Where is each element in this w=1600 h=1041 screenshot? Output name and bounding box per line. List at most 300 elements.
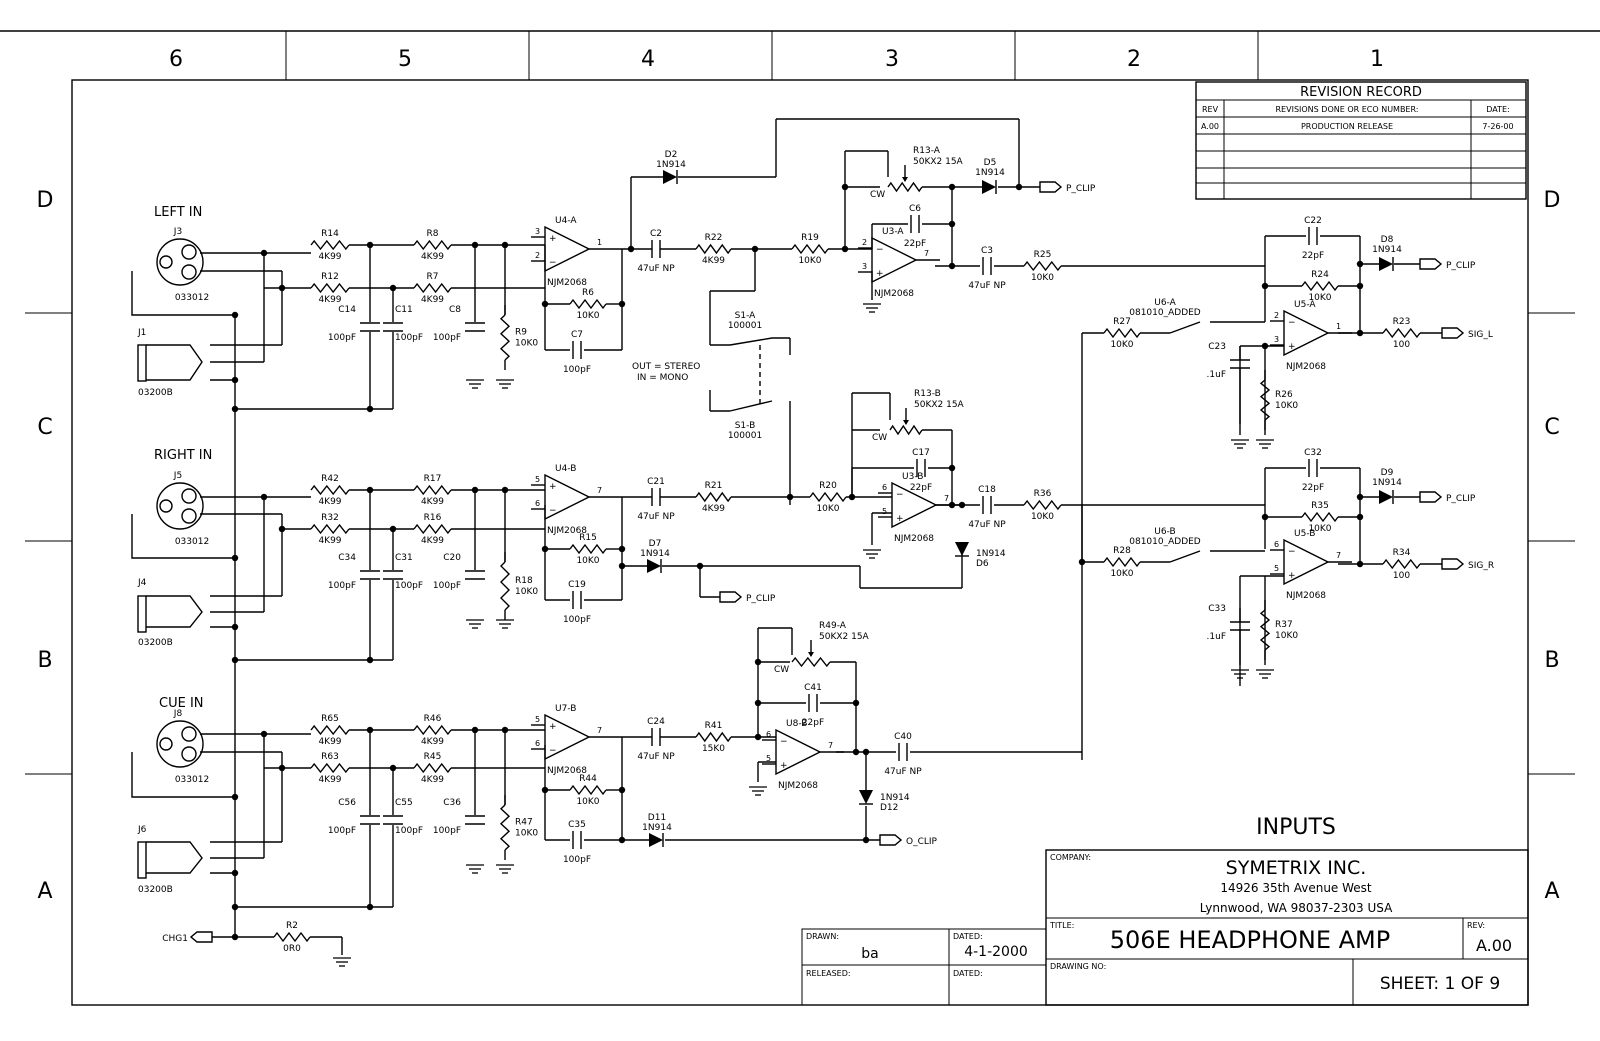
resistor-r24 [1302,270,1338,303]
zone-column-2: 2 [1127,47,1141,72]
resistor-r17 [414,474,451,507]
opamp-u5b-ref: U5-B [1294,529,1316,539]
diode-d2 [656,150,686,184]
zone-column-5: 5 [398,47,412,72]
diode-d8 [1372,235,1402,271]
resistor-r14 [311,229,349,262]
resistor-r19-ref: R19 [801,233,819,243]
company-address-city: Lynnwood, WA 98037-2303 USA [1199,901,1393,915]
resistor-r32 [311,513,349,546]
resistor-r25 [1024,250,1061,283]
opamp-u5b-part: NJM2068 [1285,591,1327,601]
resistor-r2-ref: R2 [286,921,298,931]
capacitor-c31-ref: C31 [395,553,413,563]
opamp-u5a [1270,300,1352,372]
rev-value: A.00 [1475,936,1513,955]
resistor-r36-value: 10K0 [1030,512,1055,522]
resistor-r18-value: 10K0 [515,587,539,597]
jack-j4 [137,578,173,648]
opamp-u3a-part: NJM2068 [873,289,915,299]
resistor-r46 [414,714,451,747]
capacitor-c22 [1302,216,1324,261]
pot-r13-a [870,146,964,200]
capacitor-c22-ref: C22 [1304,216,1322,226]
resistor-r37-ref: R37 [1275,620,1293,630]
opamp-u7b [531,704,613,776]
resistor-r2-value: 0R0 [283,944,301,954]
diode-d11 [642,813,672,847]
capacitor-c31-value: 100pF [395,581,424,591]
resistor-r14-value: 4K99 [318,252,342,262]
resistor-r27 [1104,317,1140,350]
switch-u6b-ref: U6-B [1154,527,1176,537]
net-flag-p-clip-2-label: P_CLIP [1446,261,1476,271]
diode-d5-ref: D5 [983,158,997,168]
svg-text:5: 5 [1274,564,1280,573]
svg-text:+: + [549,722,557,732]
capacitor-c17-value: 22pF [909,483,933,493]
diode-d8-value: 1N914 [1372,245,1402,255]
revision-row-rev: A.00 [1200,122,1220,131]
resistor-r22-value: 4K99 [701,256,726,266]
resistor-r19-value: 10K0 [798,256,822,266]
released-dated-label: DATED: [953,969,983,978]
company-address-street: 14926 35th Avenue West [1220,881,1372,895]
resistor-r8-ref: R8 [426,229,439,239]
svg-text:−: − [780,737,788,747]
diode-d5-value: 1N914 [975,168,1005,178]
opamp-u8b-ref: U8-B [786,719,808,729]
connector-j5-part: 033012 [174,537,210,547]
svg-text:2: 2 [1274,311,1280,320]
resistor-r8 [414,229,451,262]
resistor-r46-ref: R46 [423,714,442,724]
resistor-r65 [311,714,349,747]
svg-text:+: + [1288,342,1296,352]
capacitor-c18-ref: C18 [978,485,996,495]
net-flag-p-clip-1 [1040,182,1096,194]
capacitor-c41-value: 22pF [801,718,825,728]
resistor-r9-value: 10K0 [515,338,539,349]
capacitor-c7-value: 100pF [562,365,592,375]
capacitor-c6-ref: C6 [908,204,922,214]
resistor-r44 [570,774,606,807]
connector-j3-ref: J3 [173,227,183,237]
zone-row-b-left: B [37,648,53,673]
diode-d6-ref: D6 [976,559,989,569]
opamp-u4a-part: NJM2068 [546,278,588,288]
resistor-r34 [1383,548,1420,581]
zone-row-d-left: D [36,188,54,213]
capacitor-c14-ref: C14 [338,305,356,315]
capacitor-c24-ref: C24 [647,717,665,727]
resistor-r41 [696,721,731,754]
capacitor-c40 [884,732,922,777]
capacitor-c35-value: 100pF [562,855,592,865]
capacitor-c11-ref: C11 [395,305,413,315]
capacitor-c2-ref: C2 [649,229,663,239]
opamp-u3b-ref: U3-B [902,472,924,482]
svg-text:3: 3 [1274,335,1280,344]
diode-d11-ref: D11 [647,813,667,823]
resistor-r6-ref: R6 [582,288,594,298]
net-flag-o-clip-label: O_CLIP [906,837,937,847]
resistor-r27-value: 10K0 [1110,340,1134,350]
jack-j1 [137,328,173,398]
switch-u6a-part: 081010_ADDED [1129,308,1201,318]
resistor-r63 [311,752,349,785]
diode-d12-ref: D12 [880,803,899,813]
opamp-u3a [858,227,940,299]
capacitor-c34-value: 100pF [327,581,356,591]
diode-d11-value: 1N914 [642,823,672,833]
svg-text:7: 7 [924,249,930,258]
resistor-r23-ref: R23 [1392,317,1411,327]
resistor-r37-value: 10K0 [1275,631,1299,641]
resistor-r21 [696,481,731,514]
capacitor-c33-ref: C33 [1208,604,1226,614]
svg-text:2: 2 [862,238,868,247]
resistor-r14-ref: R14 [321,229,339,239]
resistor-r6 [570,288,606,321]
opamp-u8b-part: NJM2068 [777,781,819,791]
capacitor-c56 [328,798,380,836]
pot-r13-b-cw-label: CW [872,433,888,443]
svg-text:6: 6 [766,730,772,739]
resistor-r17-ref: R17 [423,474,442,484]
switch-u6a-ref: U6-A [1154,298,1176,308]
svg-text:7: 7 [828,741,834,750]
switch-s1a [728,311,762,331]
pot-r13-a-ref: R13-A [913,146,940,156]
capacitor-c41-ref: C41 [804,683,822,693]
cue-in-title: CUE IN [159,696,204,711]
diode-d2-value: 1N914 [656,160,686,170]
capacitor-c6-value: 22pF [903,239,927,249]
left-in-title: LEFT IN [154,205,203,220]
capacitor-c36 [433,798,485,836]
zone-column-4: 4 [641,47,655,72]
svg-text:+: + [1288,571,1296,581]
drawing-number-label: DRAWING NO: [1050,962,1107,971]
svg-text:+: + [549,234,557,244]
switch-s1a-part: 100001 [727,321,763,331]
switch-s1b [728,421,762,441]
svg-text:6: 6 [535,499,541,508]
pot-r49-a-value: 50KX2 15A [819,632,869,642]
opamp-u4b-ref: U4-B [555,464,577,474]
connector-j8-ref: J8 [173,709,183,719]
company-name: SYMETRIX INC. [1225,857,1367,879]
resistor-r19 [792,233,828,266]
svg-text:6: 6 [1274,540,1280,549]
net-flag-p-clip-4-label: P_CLIP [1446,494,1476,504]
zone-row-d-right: D [1543,188,1561,213]
opamp-u7b-ref: U7-B [555,704,577,714]
capacitor-c22-value: 22pF [1301,251,1325,261]
svg-text:+: + [896,514,904,524]
capacitor-c34 [328,553,380,591]
pot-r13-b-ref: R13-B [914,389,941,399]
resistor-r23-value: 100 [1392,340,1411,350]
resistor-r36-ref: R36 [1033,489,1052,499]
sheet-title: INPUTS [1256,815,1336,840]
capacitor-c36-ref: C36 [443,798,461,808]
svg-text:3: 3 [862,262,868,271]
resistor-r16-value: 4K99 [420,536,445,546]
jack-j4-part: 03200B [138,638,173,648]
net-flag-sig-l-label: SIG_L [1468,330,1493,340]
pot-r49-a-cw-label: CW [774,665,790,675]
net-flag-p-clip-3 [720,592,776,604]
capacitor-c20-value: 100pF [432,581,461,591]
capacitor-c2-value: 47uF NP [637,264,675,274]
capacitor-c11 [383,305,423,343]
resistor-r44-value: 10K0 [576,797,600,807]
net-flag-p-clip-1-label: P_CLIP [1066,184,1096,194]
capacitor-c34-ref: C34 [338,553,356,563]
resistor-r25-ref: R25 [1033,250,1052,260]
released-label: RELEASED: [806,969,851,978]
sheet-number: SHEET: 1 OF 9 [1379,974,1501,994]
resistor-r47 [501,795,538,860]
switch-note-line-1: OUT = STEREO [632,362,701,372]
capacitor-c3-ref: C3 [980,246,994,256]
ground-symbols [333,304,1274,966]
pot-r13-a-value: 50KX2 15A [913,157,963,167]
capacitor-c32 [1302,448,1324,493]
capacitor-c20 [433,553,485,591]
capacitor-c8-ref: C8 [448,305,461,315]
svg-text:−: − [1288,547,1296,557]
resistor-r26-ref: R26 [1275,390,1293,400]
resistor-r8-value: 4K99 [420,252,445,262]
dated-label: DATED: [953,932,983,941]
opamp-u4a [531,216,613,288]
resistor-r28 [1104,546,1140,579]
zone-column-6: 6 [169,47,183,72]
resistor-r42-ref: R42 [321,474,339,484]
capacitor-c23 [1207,342,1250,424]
zone-row-a-left: A [37,879,53,904]
row-zone-labels [37,188,1561,904]
diode-d7 [640,539,670,573]
capacitor-c55 [383,798,423,836]
resistor-r45 [414,752,451,785]
revision-record-title: REVISION RECORD [1300,85,1422,100]
net-flag-sig-r [1442,559,1494,571]
capacitor-c23-ref: C23 [1208,342,1226,352]
drawn-label: DRAWN: [806,932,840,941]
resistor-r9 [501,305,538,370]
title-label: TITLE: [1050,921,1075,930]
capacitor-c17-ref: C17 [912,448,930,458]
switch-s1b-part: 100001 [727,431,763,441]
jack-j4-ref: J4 [138,578,147,588]
resistor-r42-value: 4K99 [318,497,342,507]
svg-text:−: − [549,506,557,516]
company-label: COMPANY: [1050,853,1092,862]
svg-text:3: 3 [535,227,541,236]
pot-r49-a-ref: R49-A [819,621,846,631]
capacitor-c32-ref: C32 [1304,448,1322,458]
pot-r13-b [872,389,965,443]
capacitor-c21-value: 47uF NP [637,512,675,522]
resistor-r26-value: 10K0 [1275,401,1299,411]
resistor-r16 [414,513,451,546]
resistor-r16-ref: R16 [423,513,442,523]
svg-text:1: 1 [597,238,603,247]
resistor-r32-value: 4K99 [318,536,342,546]
capacitor-c6 [904,204,926,249]
svg-text:+: + [780,761,788,771]
svg-text:−: − [896,490,904,500]
capacitor-c36-value: 100pF [432,826,461,836]
connector-j3-part: 033012 [174,293,210,303]
resistor-r26 [1261,370,1298,430]
resistor-r18 [501,552,538,620]
resistor-r45-ref: R45 [423,752,442,762]
diode-d7-value: 1N914 [640,549,670,559]
net-flag-o-clip [880,835,938,847]
svg-text:2: 2 [535,251,541,260]
opamp-u3a-ref: U3-A [882,227,904,237]
resistor-r42 [311,474,349,507]
capacitor-c56-value: 100pF [327,826,356,836]
capacitor-c32-value: 22pF [1301,483,1325,493]
zone-row-c-right: C [1544,415,1560,440]
jack-j6-part: 03200B [138,885,173,895]
capacitor-c55-value: 100pF [395,826,424,836]
resistor-r12-ref: R12 [321,272,339,282]
resistor-r20-ref: R20 [819,481,837,491]
capacitor-c7-ref: C7 [570,330,584,340]
opamp-u5b [1270,529,1352,601]
rev-column-header: REV [1201,105,1219,114]
switch-u6b [1129,527,1201,547]
resistor-r27-ref: R27 [1113,317,1131,327]
diode-d7-ref: D7 [648,539,662,549]
diode-d8-ref: D8 [1380,235,1394,245]
opamp-u5a-ref: U5-A [1294,300,1316,310]
resistor-r41-ref: R41 [704,721,723,731]
diode-d2-ref: D2 [664,150,678,160]
svg-text:5: 5 [535,715,541,724]
capacitor-c24 [637,717,675,762]
net-flag-chg1 [162,932,212,944]
capacitor-c20-ref: C20 [443,553,461,563]
resistor-r20 [810,481,846,514]
capacitor-c8 [433,305,485,343]
column-zone-labels [169,47,1384,72]
svg-text:7: 7 [597,726,603,735]
jack-j1-ref: J1 [138,328,147,338]
resistor-r35-ref: R35 [1311,501,1329,511]
svg-text:−: − [549,746,557,756]
drawing-title: 506E HEADPHONE AMP [1109,926,1391,954]
resistor-r35-value: 10K0 [1308,524,1332,534]
resistor-r34-ref: R34 [1392,548,1411,558]
svg-text:5: 5 [882,507,888,516]
opamp-u4b [531,464,613,536]
resistor-r65-ref: R65 [321,714,339,724]
svg-text:6: 6 [882,483,888,492]
resistor-r20-value: 10K0 [816,504,840,514]
svg-text:+: + [876,269,884,279]
svg-text:5: 5 [535,475,541,484]
resistor-r9-ref: R9 [515,327,527,338]
capacitor-c31 [383,553,423,591]
capacitor-c19-value: 100pF [562,615,592,625]
diode-d5 [975,158,1005,194]
resistor-r12-value: 4K99 [318,295,342,305]
net-flag-sig-r-label: SIG_R [1468,561,1495,571]
connector-j5-ref: J5 [173,471,183,481]
svg-text:7: 7 [1336,551,1342,560]
capacitor-c23-value: .1uF [1206,370,1226,380]
pot-r13-b-value: 50KX2 15A [914,400,964,410]
opamp-u7b-part: NJM2068 [546,766,588,776]
switch-symbols [727,321,1200,562]
resistor-r12 [311,272,349,305]
capacitor-c33-value: .1uF [1206,632,1226,642]
resistor-r25-value: 10K0 [1030,273,1055,283]
resistor-r21-ref: R21 [704,481,723,491]
resistor-r47-value: 10K0 [515,828,539,839]
resistor-r15-value: 10K0 [576,556,600,566]
capacitor-c17 [910,448,932,493]
zone-column-3: 3 [885,47,899,72]
opamp-u3b-part: NJM2068 [893,534,935,544]
resistor-r15-ref: R15 [579,533,597,543]
capacitor-c55-ref: C55 [395,798,413,808]
net-flag-sig-l [1442,328,1493,340]
jack-j6-ref: J6 [138,825,147,835]
capacitor-c19 [563,580,591,625]
revision-record-table [1196,82,1526,199]
revision-row-date: 7-26-00 [1482,122,1514,131]
drawn-by: ba [861,946,879,962]
svg-text:7: 7 [597,486,603,495]
switch-s1a-ref: S1-A [734,311,756,321]
resistor-r36 [1024,489,1061,522]
capacitor-c21-ref: C21 [647,477,665,487]
input-section-titles [154,205,212,711]
svg-text:−: − [549,258,557,268]
capacitor-c56-ref: C56 [338,798,356,808]
resistor-r32-ref: R32 [321,513,339,523]
svg-text:6: 6 [535,739,541,748]
capacitor-c40-ref: C40 [894,732,912,742]
capacitor-c2 [637,229,675,274]
capacitor-c35 [563,820,591,865]
resistor-r23 [1383,317,1420,350]
capacitor-c18-value: 47uF NP [968,520,1006,530]
rev-label: REV: [1467,921,1486,930]
capacitor-c11-value: 100pF [395,333,424,343]
resistor-r47-ref: R47 [515,817,533,828]
diode-d6-value: 1N914 [976,549,1006,559]
resistor-r22-ref: R22 [704,233,723,243]
resistor-r28-value: 10K0 [1110,569,1134,579]
pot-r13-a-cw-label: CW [870,190,886,200]
diode-d9-value: 1N914 [1372,478,1402,488]
capacitor-c19-ref: C19 [568,580,586,590]
net-flag-chg1-label: CHG1 [162,934,188,944]
zone-column-1: 1 [1370,47,1384,72]
capacitor-c14-value: 100pF [327,333,356,343]
switch-note-line-2: IN = MONO [637,373,689,383]
